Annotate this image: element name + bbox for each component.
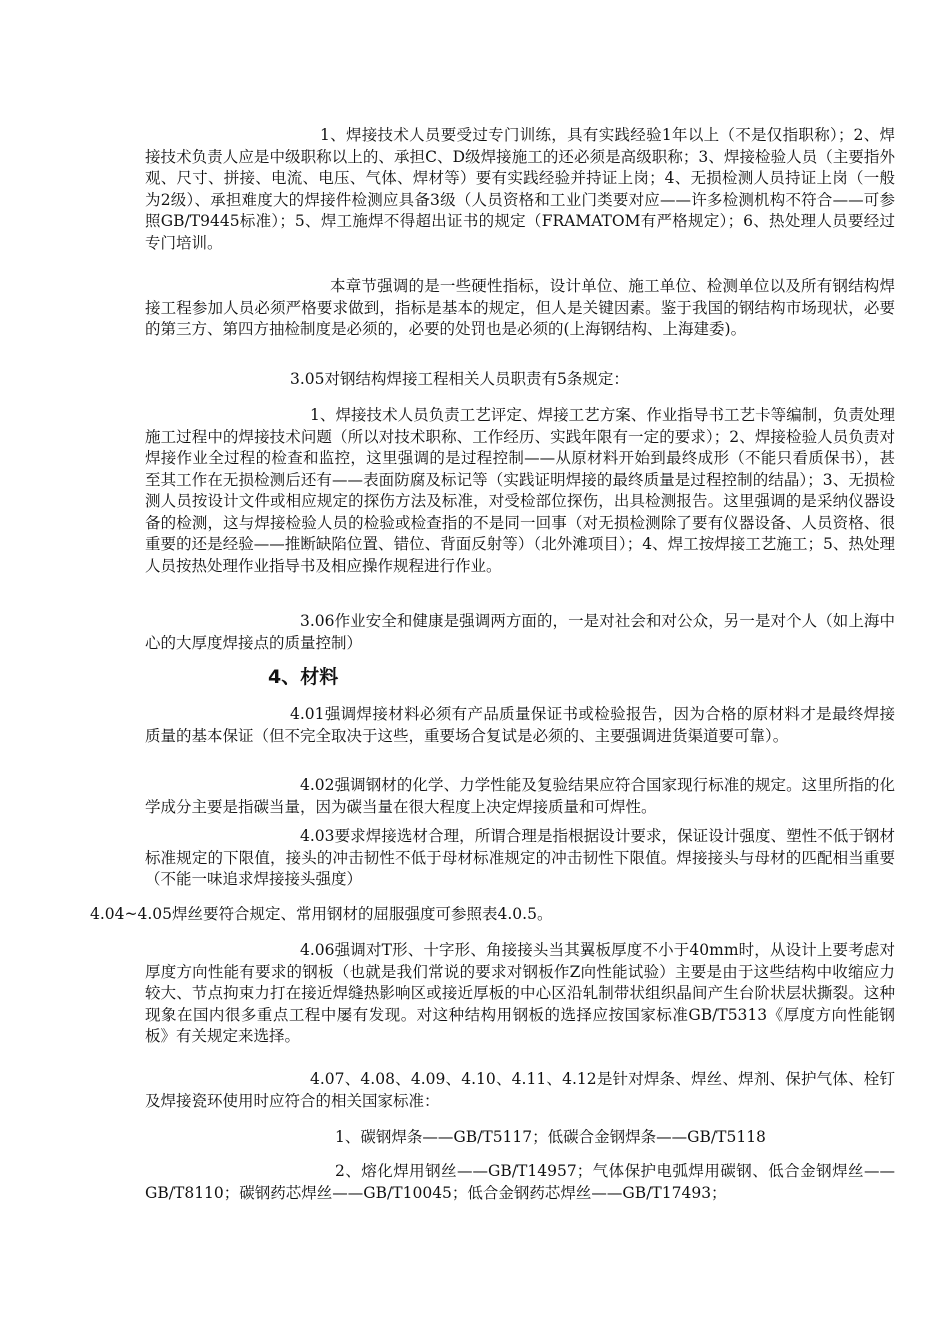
- paragraph-3-05: 3.05对钢结构焊接工程相关人员职责有5条规定：: [290, 370, 629, 388]
- paragraph-chapter-emphasis: 本章节强调的是一些硬性指标，设计单位、施工单位、检测单位以及所有钢结构焊接工程参加人员必须严格要求做到，指标是基本的规定，但人是关键因素。鉴于我国的钢结构市场现状，必要的第三方、第四方抽检制度是必须的，必要的处罚也是必须的(上海钢结构、上海建委)。: [145, 277, 895, 338]
- paragraph-3-06: 3.06作业安全和健康是强调两方面的，一是对社会和对公众，另一是对个人（如上海中心的大厚度焊接点的质量控制）: [145, 612, 895, 652]
- paragraph-4-07-4-12: 4.07、4.08、4.09、4.10、4.11、4.12是针对焊条、焊丝、焊剂、保护气体、栓钉及焊接瓷环使用时应符合的相关国家标准：: [145, 1070, 895, 1110]
- paragraph-4-01: 4.01强调焊接材料必须有产品质量保证书或检验报告，因为合格的原材料才是最终焊接质量的基本保证（但不完全取决于这些，重要场合复试是必须的、主要强调进货渠道要可靠）。: [145, 705, 895, 745]
- paragraph-4-06: 4.06强调对T形、十字形、角接接头当其翼板厚度不小于40mm时，从设计上要考虑对厚度方向性能有要求的钢板（也就是我们常说的要求对钢板作Z向性能试验）主要是由于这些结构中收缩应力较大、节点拘束力打在接近焊缝热影响区或接近厚板的中心区沿轧制带状组织晶间产生台阶状层状撕裂。这种现象在国内很多重点工程中屡有发现。对这种结构用钢板的选择应按国家标准GB/T5313《厚度方向性能钢板》有关规定来选择。: [145, 941, 895, 1045]
- paragraph-4-02: 4.02强调钢材的化学、力学性能及复验结果应符合国家现行标准的规定。这里所指的化学成分主要是指碳当量，因为碳当量在很大程度上决定焊接质量和可焊性。: [145, 776, 895, 816]
- list-item-electrodes: 1、碳钢焊条——GB/T5117；低碳合金钢焊条——GB/T5118: [335, 1128, 766, 1146]
- list-item-welding-wire: 2、熔化焊用钢丝——GB/T14957；气体保护电弧焊用碳钢、低合金钢焊丝——GB/T8110；碳钢药芯焊丝——GB/T10045；低合金钢药芯焊丝——GB/T17493；: [145, 1162, 895, 1202]
- paragraph-responsibilities: 1、焊接技术人员负责工艺评定、焊接工艺方案、作业指导书工艺卡等编制，负责处理施工过程中的焊接技术问题（所以对技术职称、工作经历、实践年限有一定的要求）；2、焊接检验人员负责对焊接作业全过程的检查和监控，这里强调的是过程控制——从原材料开始到最终成形（不能只看质保书），甚至其工作在无损检测后还有——表面防腐及标记等（实践证明焊接的最终质量是过程控制的结晶）；3、无损检测人员按设计文件或相应规定的探伤方法及标准，对受检部位探伤，出具检测报告。这里强调的是采纳仪器设备的检测，这与焊接检验人员的检验或检查指的不是同一回事（对无损检测除了要有仪器设备、人员资格、很重要的还是经验——推断缺陷位置、错位、背面反射等）（北外滩项目）；4、焊工按焊接工艺施工；5、热处理人员按热处理作业指导书及相应操作规程进行作业。: [145, 406, 895, 575]
- section-heading-materials: 4、材料: [268, 666, 339, 688]
- paragraph-4-03: 4.03要求焊接选材合理，所谓合理是指根据设计要求，保证设计强度、塑性不低于钢材标准规定的下限值，接头的冲击韧性不低于母材标准规定的冲击韧性下限值。焊接接头与母材的匹配相当重要（不能一味追求焊接接头强度）: [145, 827, 895, 888]
- paragraph-4-04-4-05: 4.04~4.05焊丝要符合规定、常用钢材的屈服强度可参照表4.0.5。: [90, 905, 553, 923]
- paragraph-personnel-requirements: 1、焊接技术人员要受过专门训练，具有实践经验1年以上（不是仅指职称）；2、焊接技术负责人应是中级职称以上的、承担C、D级焊接施工的还必须是高级职称；3、焊接检验人员（主要指外观、尺寸、拼接、电流、电压、气体、焊材等）要有实践经验并持证上岗；4、无损检测人员持证上岗（一般为2级）、承担难度大的焊接件检测应具备3级（人员资格和工业门类要对应——许多检测机构不符合——可参照GB/T9445标准）；5、焊工施焊不得超出证书的规定（FRAMATOM有严格规定）；6、热处理人员要经过专门培训。: [145, 126, 895, 252]
